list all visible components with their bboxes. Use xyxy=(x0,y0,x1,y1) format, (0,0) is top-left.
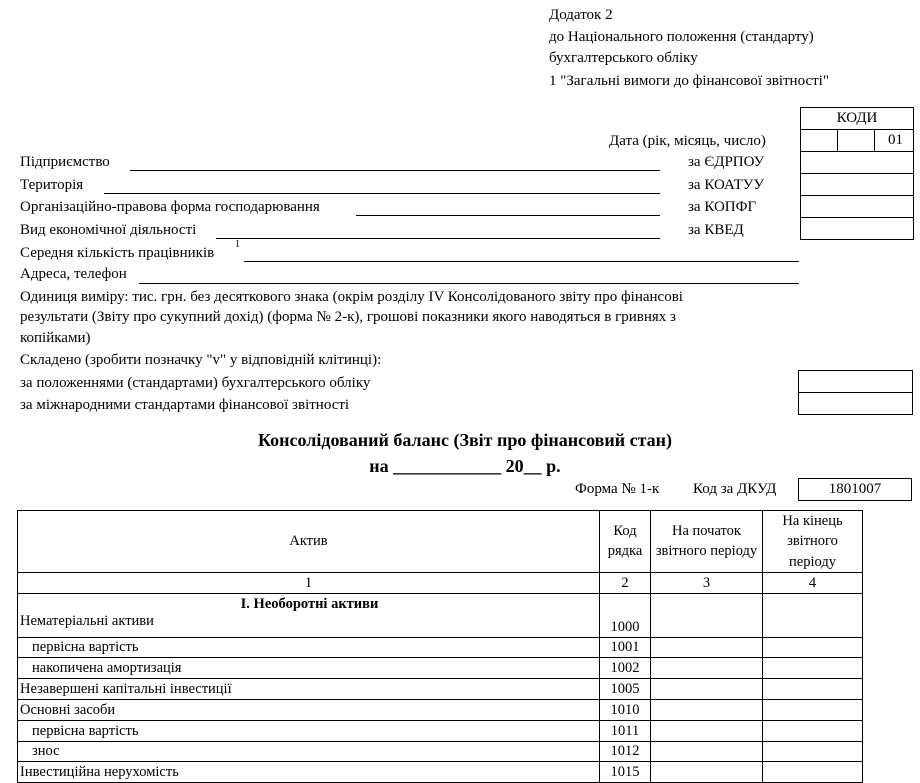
table-row-code: 1002 xyxy=(600,658,651,679)
unit-line-1: Одиниця виміру: тис. грн. без десяткового знака (окрім розділу IV Консолідованого звіту про фінансові xyxy=(20,289,683,305)
date-year-cell[interactable] xyxy=(801,130,838,152)
legal-form-field[interactable] xyxy=(356,215,660,216)
appendix-line-4: 1 "Загальні вимоги до фінансової звітності" xyxy=(549,73,829,89)
compiled-label: Складено (зробити позначку "v" у відповідній клітинці): xyxy=(20,352,382,368)
table-row-begin[interactable] xyxy=(651,679,763,700)
table-row-begin[interactable] xyxy=(651,593,763,637)
table-row-code: 1001 xyxy=(600,637,651,658)
employees-field[interactable] xyxy=(244,261,799,262)
table-row xyxy=(18,658,863,679)
table-row-end[interactable] xyxy=(763,741,863,762)
table-row-code: 1005 xyxy=(600,679,651,700)
edrpou-cell[interactable] xyxy=(801,152,914,174)
table-row-end[interactable] xyxy=(763,762,863,783)
kved-label: за КВЕД xyxy=(688,222,744,238)
header-end: На кінець звітного періоду xyxy=(763,511,863,573)
form-number: Форма № 1-к xyxy=(575,481,660,497)
table-row xyxy=(18,720,863,741)
dkud-label: Код за ДКУД xyxy=(693,481,777,497)
territory-field[interactable] xyxy=(104,193,660,194)
kved-cell[interactable] xyxy=(801,218,914,240)
koatuu-label: за КОАТУУ xyxy=(688,177,764,193)
table-row xyxy=(18,679,863,700)
edrpou-label: за ЄДРПОУ xyxy=(688,154,765,170)
table-row-begin[interactable] xyxy=(651,762,763,783)
unit-line-2: результати (Звіту про сукупний дохід) (форма № 2-к), грошові показники якого наводяться в гривнях з xyxy=(20,309,676,325)
standards-label: за положеннями (стандартами) бухгалтерського обліку xyxy=(20,375,371,391)
table-row-end[interactable] xyxy=(763,679,863,700)
activity-label: Вид економічної діяльності xyxy=(20,222,197,238)
report-date-line: на ____________ 20__ р. xyxy=(369,456,561,476)
kopfg-label: за КОПФГ xyxy=(688,199,757,215)
table-row-code: 1010 xyxy=(600,700,651,721)
table-row-label: Основні засоби xyxy=(18,700,600,721)
enterprise-label: Підприємство xyxy=(20,154,110,170)
date-month-cell[interactable] xyxy=(838,130,875,152)
table-row-label: Інвестиційна нерухомість xyxy=(18,762,600,783)
address-field[interactable] xyxy=(139,283,799,284)
territory-label: Територія xyxy=(20,177,84,193)
table-row-code: 1012 xyxy=(600,741,651,762)
table-row-code: 1011 xyxy=(600,720,651,741)
col-number-4: 4 xyxy=(763,572,863,593)
ifrs-label: за міжнародними стандартами фінансової звітності xyxy=(20,397,350,413)
appendix-line-2: до Національного положення (стандарту) xyxy=(549,29,814,45)
kopfg-cell[interactable] xyxy=(801,196,914,218)
employees-label: Середня кількість працівників xyxy=(20,245,215,261)
balance-table xyxy=(17,510,863,783)
codes-table xyxy=(800,107,914,240)
table-row xyxy=(18,741,863,762)
date-day-cell[interactable]: 01 xyxy=(875,130,914,152)
date-label: Дата (рік, місяць, число) xyxy=(609,133,766,149)
report-title: Консолідований баланс (Звіт про фінансовий стан) xyxy=(257,430,673,450)
col-number-1: 1 xyxy=(18,572,600,593)
codes-header: КОДИ xyxy=(801,108,914,130)
table-row-label: Незавершені капітальні інвестиції xyxy=(18,679,600,700)
section-cell xyxy=(18,593,600,637)
dkud-code: 1801007 xyxy=(798,478,912,501)
table-row-begin[interactable] xyxy=(651,741,763,762)
table-row-end[interactable] xyxy=(763,593,863,637)
table-row-end[interactable] xyxy=(763,658,863,679)
appendix-line-3: бухгалтерського обліку xyxy=(549,50,698,66)
unit-line-3: копійками) xyxy=(20,330,91,346)
header-code: Код рядка xyxy=(600,511,651,573)
table-row xyxy=(18,700,863,721)
table-row-label: первісна вартість xyxy=(18,637,600,658)
employees-footnote: 1 xyxy=(235,239,240,250)
table-row-begin[interactable] xyxy=(651,720,763,741)
col-number-3: 3 xyxy=(651,572,763,593)
table-row-label: знос xyxy=(18,741,600,762)
table-row-begin[interactable] xyxy=(651,700,763,721)
table-row-label: Нематеріальні активи xyxy=(20,613,154,630)
header-asset: Актив xyxy=(18,511,600,573)
table-row-end[interactable] xyxy=(763,637,863,658)
ifrs-checkbox[interactable] xyxy=(798,392,913,415)
section-title: I. Необоротні активи xyxy=(240,595,379,612)
header-begin: На початок звітного періоду xyxy=(651,511,763,573)
table-row-code: 1015 xyxy=(600,762,651,783)
table-row-label: накопичена амортизація xyxy=(18,658,600,679)
address-label: Адреса, телефон xyxy=(20,266,127,282)
table-row-end[interactable] xyxy=(763,720,863,741)
standards-checkbox[interactable] xyxy=(798,370,913,393)
enterprise-field[interactable] xyxy=(130,170,660,171)
table-row-label: первісна вартість xyxy=(18,720,600,741)
table-row xyxy=(18,637,863,658)
table-row-code: 1000 xyxy=(600,593,651,637)
appendix-line-1: Додаток 2 xyxy=(549,7,613,23)
legal-form-label: Організаційно-правова форма господарювання xyxy=(20,199,320,215)
activity-field[interactable] xyxy=(216,238,660,239)
table-row-begin[interactable] xyxy=(651,658,763,679)
table-row xyxy=(18,762,863,783)
col-number-2: 2 xyxy=(600,572,651,593)
table-row-end[interactable] xyxy=(763,700,863,721)
table-row-begin[interactable] xyxy=(651,637,763,658)
koatuu-cell[interactable] xyxy=(801,174,914,196)
